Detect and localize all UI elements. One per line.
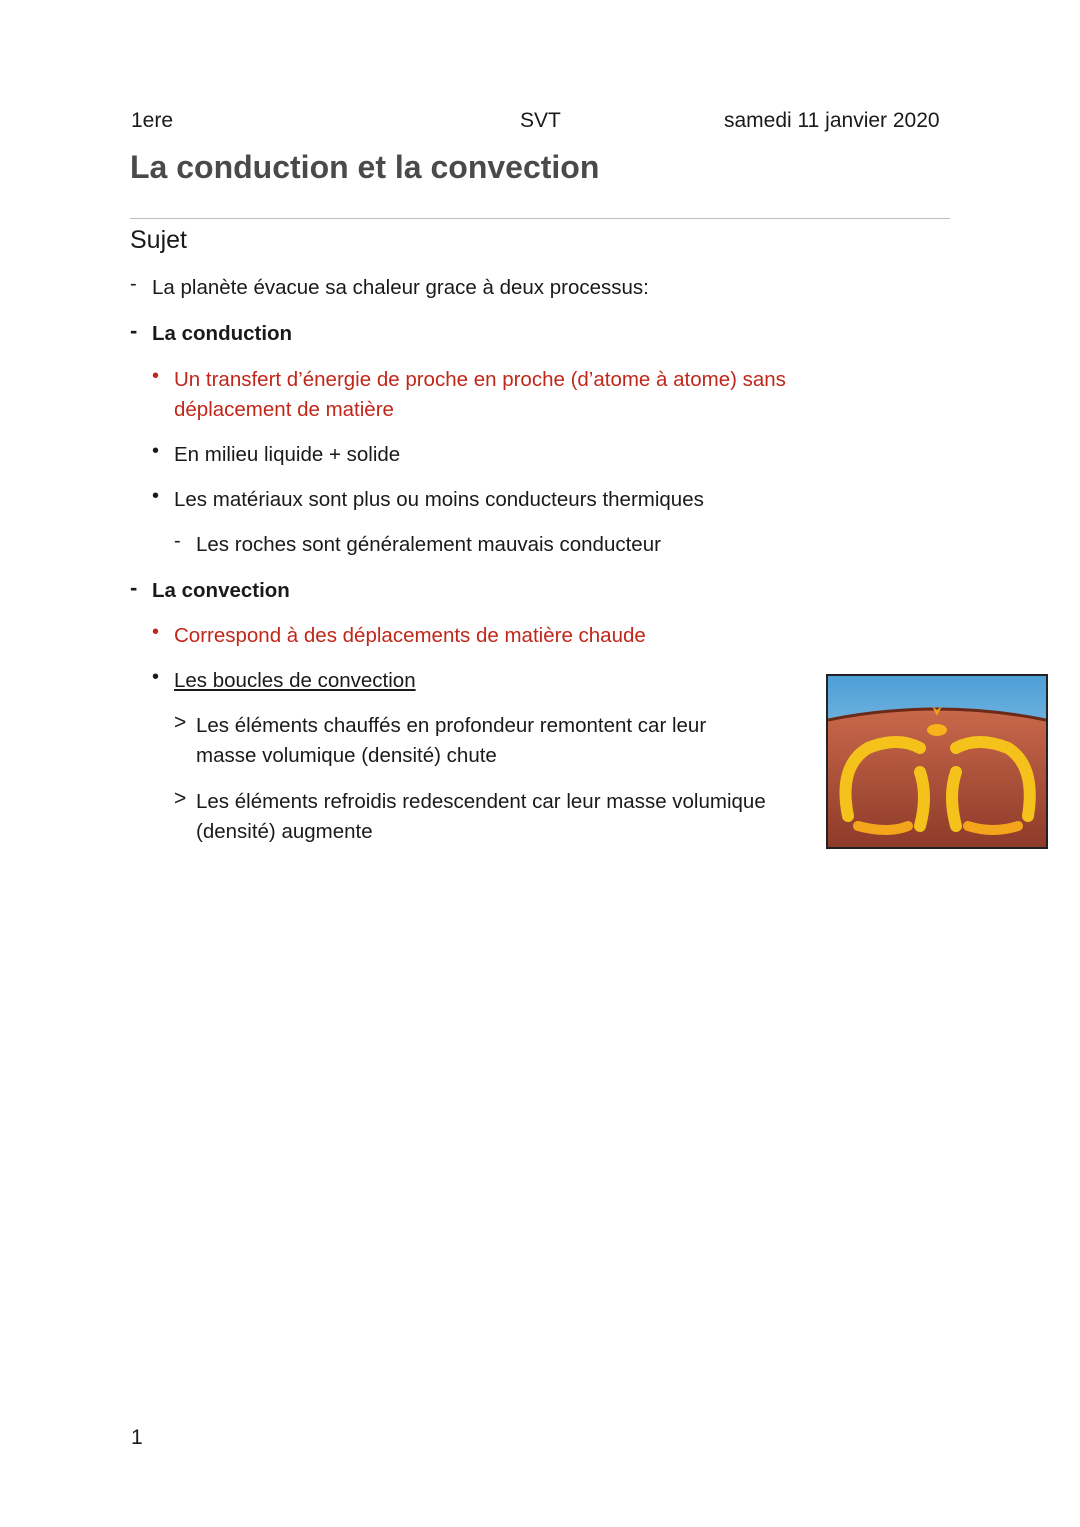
arrow-marker: > (174, 787, 187, 810)
convection-heading: La convection (152, 579, 290, 602)
conduction-definition-line1: Un transfert d’énergie de proche en proche (d’atome à atome) sans (174, 368, 786, 391)
bullet-marker: • (152, 440, 160, 462)
conduction-materials: Les matériaux sont plus ou moins conducteurs thermiques (174, 488, 704, 511)
header-date: samedi 11 janvier 2020 (724, 109, 940, 132)
dash-marker: - (130, 318, 138, 343)
arrow-marker: > (174, 711, 187, 734)
convection-heated-line1: Les éléments chauffés en profondeur remontent car leur (196, 714, 707, 737)
title-divider (130, 218, 950, 219)
page-title: La conduction et la convection (130, 149, 600, 185)
convection-loops: Les boucles de convection (174, 669, 416, 692)
conduction-heading: La conduction (152, 322, 293, 345)
convection-cooled-line1: Les éléments refroidis redescendent car leur masse volumique (196, 790, 766, 813)
intro-text: La planète évacue sa chaleur grace à deux processus: (152, 276, 649, 299)
conduction-definition-line2: déplacement de matière (174, 398, 394, 421)
dash-marker: - (130, 273, 137, 295)
bullet-marker: • (152, 621, 160, 643)
conduction-medium: En milieu liquide + solide (174, 443, 401, 466)
section-heading: Sujet (130, 226, 187, 254)
page-number: 1 (131, 1426, 143, 1449)
conduction-rocks: Les roches sont généralement mauvais conducteur (196, 533, 661, 556)
convection-definition: Correspond à des déplacements de matière chaude (174, 624, 646, 647)
convection-diagram-image (826, 674, 1048, 849)
convection-heated-line2: masse volumique (densité) chute (196, 744, 497, 767)
bullet-marker: • (152, 666, 160, 688)
dash-marker: - (174, 530, 181, 552)
header-level: 1ere (131, 109, 174, 132)
bullet-marker: • (152, 485, 160, 507)
header-subject: SVT (520, 109, 561, 132)
dash-marker: - (130, 575, 138, 600)
convection-cooled-line2: (densité) augmente (196, 820, 373, 843)
bullet-marker: • (152, 365, 160, 387)
convection-diagram-svg (828, 676, 1046, 847)
